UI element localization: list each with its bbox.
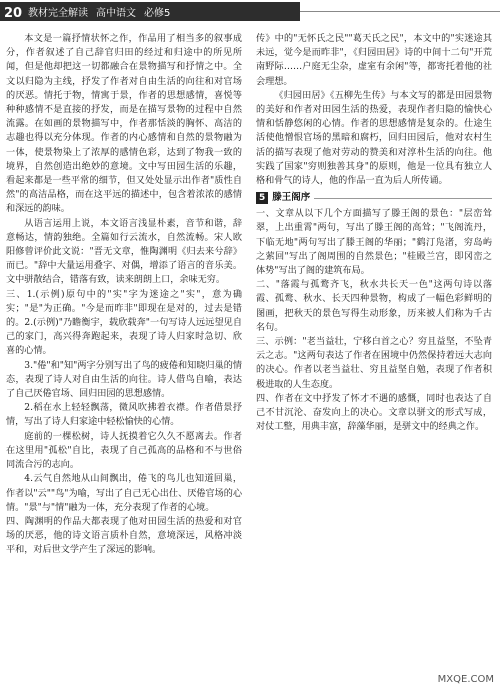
paragraph: 本文是一篇抒情状怀之作，作品用了相当多的叙事成分，作者叙述了自己辞官归田的经过和归途中的所见所闻，但是他却把这一切都融合在景物描写和抒情之中。全文以归隐为主线，抒发了作者对自由生活的向往和对官场的厌恶。情托于物，情寓于景，作者的思想感情，喜悦等种种感情不是直接的抒发，而是在描写景物的过程中自然流露。在如画的景物描写中，作者那恬淡的胸怀、高洁的志趣也得以充分体现。作者的内心感情和自然的景物融为一体，使景物染上了浓厚的感情色彩，达到了物我一致的境界，自然创造出绝妙的意境。文中写田园生活的乐趣，看起来都是一些平常的细节，但又处处显示出作者"质性自然"的高洁品格，而在这平远的描述中，包含着浓浓的感情和深远的韵味。	[6, 34, 242, 215]
paragraph: 四、作者在文中抒发了怀才不遇的感慨，同时也表达了自己不甘沉沦、奋发向上的决心。文章以骈文的形式写成，对仗工整，用典丰富，辞藻华丽，是骈文中的经典之作。	[256, 393, 492, 433]
right-column	[256, 32, 492, 434]
page-header	[0, 0, 500, 26]
paragraph: 三、1.(示例)原句中的"实"字为迷途之"实"，意为确实；"是"为正确。"今是而昨非"即现在是对的，过去是错的。2.(示例)"乃瞻衡宇，载欣载奔"一句写诗人远远望见自己的家门，高兴得奔跑起来，表现了诗人归家时急切、欣喜的心情。	[6, 289, 242, 357]
book-title: 教材完全解读	[28, 8, 88, 19]
level-label: 高中语文	[96, 8, 136, 19]
paragraph: 三、示例："老当益壮，宁移白首之心？穷且益坚，不坠青云之志。"这两句表达了作者在困境中仍然保持着远大志向的决心。作者以老当益壮、穷且益坚自勉，表现了作者积极进取的人生态度。	[256, 337, 492, 390]
section-number: 5	[256, 192, 268, 204]
header-bar	[0, 2, 300, 21]
volume-label: 必修5	[144, 8, 171, 19]
paragraph: 从语言运用上说，本文语言浅显朴素，音节和谐，辞意畅达，情韵独绝。全篇如行云流水，自然流畅。宋人欧阳修曾评价此文说："晋无文章，惟陶渊明《归去来兮辞》而已。"辞中大量运用叠字、对偶，增添了语言的音乐美。文中骈散结合，错落有致，读来朗朗上口，余味无穷。	[6, 218, 242, 286]
paragraph: 3."倦"和"知"两字分别写出了鸟的疲倦和知晓归巢的情态，表现了诗人对自由生活的向往。诗人借鸟自喻，表达了自己厌倦官场、回归田园的思想感情。	[6, 360, 242, 400]
watermark: MXQE.COM	[437, 674, 494, 685]
paragraph: 一、文章从以下几个方面描写了滕王阁的景色："层峦耸翠，上出重霄"两句，写出了滕王阁的高耸；"飞阁流丹，下临无地"两句写出了滕王阁的华丽；"鹤汀凫渚，穷岛屿之萦回"写出了阁周围的自然景色；"桂殿兰宫，即冈峦之体势"写出了阁的建筑布局。	[256, 209, 492, 277]
paragraph: 2.稻在水上轻轻飘荡，微风吹拂着衣襟。作者借景抒情，写出了诗人归家途中轻松愉快的心情。	[6, 403, 242, 428]
section-heading	[256, 191, 492, 205]
paragraph: 四、陶渊明的作品大都表现了他对田园生活的热爱和对官场的厌恶，他的诗文语言质朴自然，意境深远，风格冲淡平和，对后世文学产生了深远的影响。	[6, 516, 242, 556]
page-number: 20	[4, 6, 23, 21]
header-title	[28, 6, 178, 22]
header-rule	[300, 11, 500, 12]
paragraph: 《归园田居》《五柳先生传》与本文写的都是田园景物的美好和作者对田园生活的热爱，表现作者归隐的愉快心情和恬静悠闲的心情。作者的思想感情是复杂的。仕途生活使他憎恨官场的黑暗和腐朽，回归田园后，他对农村生活的描写表现了他对劳动的赞美和对淳朴生活的向往。他实践了国家"穷则独善其身"的原则，他是一位具有独立人格和骨气的诗人，他的作品一直为后人所传诵。	[256, 90, 492, 187]
paragraph: 二、"落霞与孤鹜齐飞，秋水共长天一色"这两句诗以落霞、孤鹜、秋水、长天四种景物，构成了一幅色彩鲜明的图画，把秋天的景色写得生动形象，历来被人们称为千古名句。	[256, 280, 492, 333]
paragraph: 传》中的"无怀氏之民""葛天氏之民"，本文中的"实迷途其未远，觉今是而昨非"，《归园田居》诗的中间十二句"开荒南野际……户庭无尘杂，虚室有余闲"等，都寄托着他的社会理想。	[256, 34, 492, 87]
paragraph: 4.云气自然地从山间飘出，倦飞的鸟儿也知道回巢，作者以"云""鸟"为喻，写出了自己无心出仕、厌倦官场的心情。"景"与"情"融为一体，充分表现了作者的心境。	[6, 474, 242, 513]
section-title: 滕王阁序	[272, 192, 311, 204]
paragraph: 庭前的一棵松树，诗人抚摸着它久久不愿离去。作者在这里用"孤松"自比，表现了自己孤高的品格和不与世俗同流合污的志向。	[6, 431, 242, 471]
left-column	[6, 32, 242, 558]
section-rule	[314, 198, 492, 199]
